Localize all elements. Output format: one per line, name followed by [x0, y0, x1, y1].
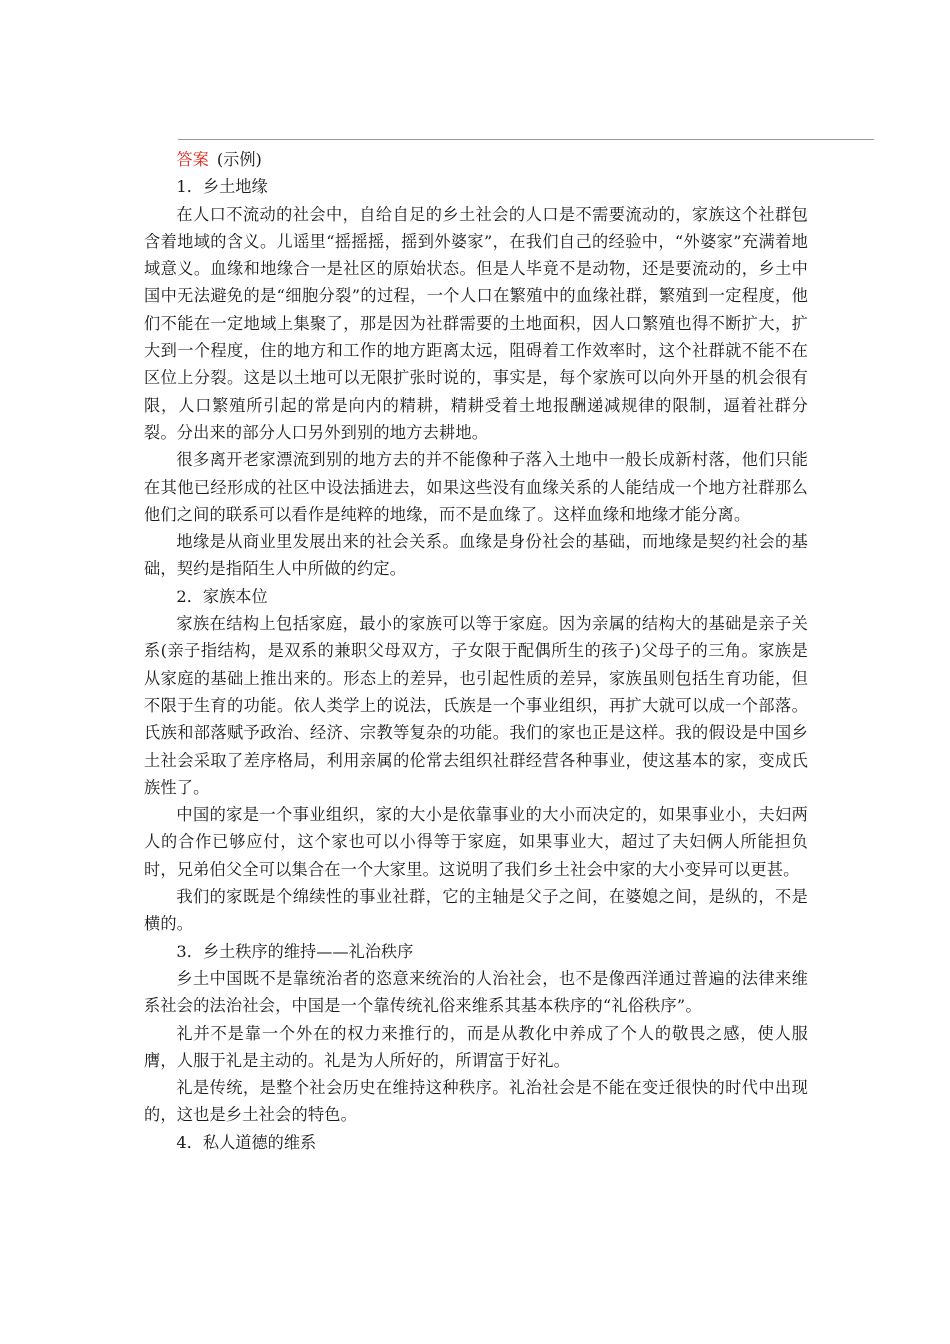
section-heading-1: 1．乡土地缘: [176, 177, 268, 197]
section-1-paragraph-3: 地缘是从商业里发展出来的社会关系。血缘是身份社会的基础，而地缘是契约社会的基础，契约是指陌生人中所做的约定。: [144, 532, 808, 579]
section-3-paragraph-3: 礼是传统，是整个社会历史在维持这种秩序。礼治社会是不能在变迁很快的时代中出现的，这也是乡土社会的特色。: [144, 1078, 808, 1125]
answer-header: [144, 146, 808, 173]
section-3-paragraph-1: 乡土中国既不是靠统治者的恣意来统治的人治社会，也不是像西洋通过普遍的法律来维系社会的法治社会，中国是一个靠传统礼俗来维系其基本秩序的“礼俗秩序”。: [144, 968, 808, 1016]
section-2-paragraph-3: 我们的家既是个绵续性的事业社群，它的主轴是父子之间，在婆媳之间，是纵的，不是横的。: [144, 887, 808, 934]
document-page: [144, 0, 808, 1344]
section-3-paragraph-2: 礼并不是靠一个外在的权力来推行的，而是从教化中养成了个人的敬畏之感，使人服膺，人服于礼是主动的。礼是为人所好的，所谓富于好礼。: [144, 1023, 808, 1070]
section-2-paragraph-1: 家族在结构上包括家庭，最小的家族可以等于家庭。因为亲属的结构大的基础是亲子关系(亲子指结构，是双系的兼职父母双方，子女限于配偶所生的孩子)父母子的三角。家族是从家庭的基础上推出来的。形态上的差异，也引起性质的差异，家族虽则包括生育功能，但不限于生育的功能。依人类学上的说法，氏族是一个事业组织，再扩大就可以成一个部落。氏族和部落赋予政治、经济、宗教等复杂的功能。我们的家也正是这样。我的假设是中国乡土社会采取了差序格局，利用亲属的伦常去组织社群经营各种事业，使这基本的家，变成氏族性了。: [144, 614, 808, 797]
answer-content: [144, 146, 808, 1156]
section-1-paragraph-2: 很多离开老家漂流到别的地方去的并不能像种子落入土地中一般长成新村落，他们只能在其他已经形成的社区中设法插进去，如果这些没有血缘关系的人能结成一个地方社群那么他们之间的联系可以看作是纯粹的地缘，而不是血缘了。这样血缘和地缘才能分离。: [144, 450, 808, 524]
answer-label: 答案: [176, 150, 209, 169]
section-heading-2: 2．家族本位: [176, 586, 268, 606]
section-1-paragraph-1: 在人口不流动的社会中，自给自足的乡土社会的人口是不需要流动的，家族这个社群包含着地域的含义。儿谣里“摇摇摇，摇到外婆家”，在我们自己的经验中，“外婆家”充满着地域意义。血缘和地缘合一是社区的原始状态。但是人毕竟不是动物，还是要流动的，乡土中国中无法避免的是“细胞分裂”的过程，一个人口在繁殖中的血缘社群，繁殖到一定程度，他们不能在一定地域上集聚了，那是因为社群需要的土地面积，因人口繁殖也得不断扩大，扩大到一个程度，住的地方和工作的地方距离太远，阻碍着工作效率时，这个社群就不能不在区位上分裂。这是以土地可以无限扩张时说的，事实是，每个家族可以向外开垦的机会很有限，人口繁殖所引起的常是向内的精耕，精耕受着土地报酬递减规律的限制，逼着社群分裂。分出来的部分人口另外到别的地方去耕地。: [144, 204, 808, 442]
section-2-paragraph-2: 中国的家是一个事业组织，家的大小是依靠事业的大小而决定的，如果事业小，夫妇两人的合作已够应付，这个家也可以小得等于家庭，如果事业大，超过了夫妇俩人所能担负时，兄弟伯父全可以集合在一个大家里。这说明了我们乡土社会中家的大小变异可以更甚。: [144, 805, 808, 879]
section-heading-4: 4．私人道德的维系: [176, 1132, 317, 1152]
header-rule: [178, 139, 874, 140]
answer-sub-label: (示例): [216, 150, 262, 169]
section-heading-3: 3．乡土秩序的维持——礼治秩序: [176, 941, 414, 961]
